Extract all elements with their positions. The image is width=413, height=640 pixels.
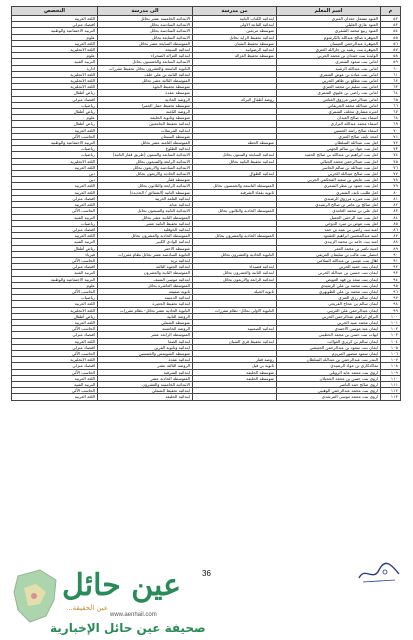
teacher-name: ايمان سالم رزق العنزي bbox=[277, 295, 381, 301]
teacher-name: امل صالح بن عامر بن صالح الرشيدي bbox=[277, 202, 381, 208]
to-school: متوسطة عقدة bbox=[98, 90, 193, 96]
from-school: متوسطة الحليفة bbox=[193, 369, 277, 375]
row-number: ٧٤ bbox=[381, 152, 401, 158]
teacher-name: امل بنت حمود بن مطر الشمري bbox=[277, 183, 381, 189]
specialty: رياضيات bbox=[12, 220, 98, 226]
to-school: الروضة الثالثة عشر bbox=[98, 363, 193, 369]
specialty: اللغة العربية bbox=[12, 127, 98, 133]
teacher-name: ايمان محمد عبيد الحربي bbox=[277, 319, 381, 325]
to-school: المتوسطة السابعة عشر بحائل bbox=[98, 40, 193, 46]
row-number: ٦٣ bbox=[381, 84, 401, 90]
teacher-name: اسماء محمد عبدالله البرازي bbox=[277, 121, 381, 127]
specialty: اللغة العربية bbox=[12, 338, 98, 344]
teacher-name: اروى صالح حمد الناصر bbox=[277, 381, 381, 387]
specialty: اللغة العربية bbox=[12, 40, 98, 46]
specialty: رياض أطفال bbox=[12, 245, 98, 251]
from-school: متوسطة تحفيظ الغزالة bbox=[193, 53, 277, 59]
specialty: اللغة الانجليزية bbox=[12, 78, 98, 84]
to-school: ابتدائية الثانية بن علي خلف bbox=[98, 71, 193, 77]
teacher-name: اماني عبدالله محمد الجريفاني bbox=[277, 102, 381, 108]
teacher-name: اهال بنت عيسى بن عبدالله السلامي bbox=[277, 257, 381, 263]
to-school: ابتدائية تحفيظ الجامعيين bbox=[98, 121, 193, 127]
teacher-name: امل بنت صالح عبدالله الحربي bbox=[277, 171, 381, 177]
teacher-name: اروى بنت محمد عايد الرويلي bbox=[277, 369, 381, 375]
from-school: ثانوية الحيلة bbox=[193, 288, 277, 294]
specialty: علوم bbox=[12, 34, 98, 40]
row-number: ٦٨ bbox=[381, 115, 401, 121]
teacher-name: امل بنت عبدالله السلطان bbox=[277, 140, 381, 146]
specialty: ادارة bbox=[12, 65, 98, 71]
to-school: متوسطة تحفيظ الجوة bbox=[98, 84, 193, 90]
teacher-name: اميره مشاري مخلف الشمري bbox=[277, 109, 381, 115]
watermark-subtitle: صحيفة عين حائل الإخبارية bbox=[50, 621, 206, 635]
specialty: فيزياء bbox=[12, 251, 98, 257]
teacher-name: امل علي بن محمد الغامدي bbox=[277, 208, 381, 214]
teacher-name: ايمان سعود منصور المريزم bbox=[277, 350, 381, 356]
row-number: ١٠٠ bbox=[381, 313, 401, 319]
teacher-name: امل بنت عواد بن سالم الجهني bbox=[277, 146, 381, 152]
specialty: التربية الفنية bbox=[12, 381, 98, 387]
specialty: رياض أطفال bbox=[12, 90, 98, 96]
row-number: ٧٩ bbox=[381, 183, 401, 189]
row-number: ٩٩ bbox=[381, 307, 401, 313]
teacher-name: اسماء صالح راشد الحسين bbox=[277, 127, 381, 133]
teacher-name: البندر بنت عبدالرحمن بن عبدالله السلطان bbox=[277, 357, 381, 363]
to-school: متوسطة الشملي bbox=[98, 319, 193, 325]
to-school: ابتدائية السيحة bbox=[98, 47, 193, 53]
specialty: التربية الفنية bbox=[12, 270, 98, 276]
from-school: ابتدائية الثانية والعشرون بحائل bbox=[193, 270, 277, 276]
to-school: متوسطة تحفيظ حمار الحمرا bbox=[98, 102, 193, 108]
teacher-name: اماني بنت عبدالله الرشيد bbox=[277, 65, 381, 71]
to-school: ابتدائية الشرقية bbox=[98, 369, 193, 375]
row-number: ١٠٣ bbox=[381, 332, 401, 338]
to-school: المتوسطة الثالثة عشر بحائل bbox=[98, 78, 193, 84]
teacher-name: ايمان عبد موسى الاحمدي bbox=[277, 326, 381, 332]
teacher-name: ايمان بنت محمد بن علي الظويهري bbox=[277, 288, 381, 294]
specialty: اقتصاد منزلي bbox=[12, 22, 98, 28]
row-number: ٨٧ bbox=[381, 233, 401, 239]
specialty: رياض أطفال bbox=[12, 313, 98, 319]
row-number: ٧٠ bbox=[381, 127, 401, 133]
to-school: الابتدائية السابعة والستون (طريق قفار الثانية) bbox=[98, 152, 193, 158]
teacher-name: امجد نايف صالح العنزي bbox=[277, 133, 381, 139]
from-school: روضة أطفال البركة bbox=[193, 96, 277, 102]
to-school: المتوسطة الثانية عشر بحائل bbox=[98, 214, 193, 220]
specialty: اللغة العربية bbox=[12, 301, 98, 307]
teacher-name: اماني بنت راضي بن عليوي الشمري bbox=[277, 90, 381, 96]
row-number: ١٠١ bbox=[381, 319, 401, 325]
teacher-name: امل طليب نايف الشمري bbox=[277, 189, 381, 195]
to-school: المتوسطة الرابعة عشر bbox=[98, 332, 193, 338]
teacher-name: امل بنت عبد الرحمن الجميل bbox=[277, 214, 381, 220]
teacher-name: ايمان بنت حميد الحربي bbox=[277, 264, 381, 270]
from-school: ابتدائية الرضوانية bbox=[193, 47, 277, 53]
to-school: متوسطة الاحفر bbox=[98, 245, 193, 251]
to-school: متوسطة الشويمس والخمسين bbox=[98, 350, 193, 356]
specialty: الحاسب الآلي bbox=[12, 208, 98, 214]
specialty: التربية الفنية bbox=[12, 239, 98, 245]
watermark-tagline: عين الحقيقة... bbox=[66, 604, 109, 612]
row-number: ٨٦ bbox=[381, 226, 401, 232]
specialty: اللغة العربية bbox=[12, 189, 98, 195]
to-school: ابتدائية تحفيظ الثانية عشر bbox=[98, 220, 193, 226]
specialty: اللغة الانجليزية bbox=[12, 47, 98, 53]
specialty: اللغة العربية bbox=[12, 375, 98, 381]
row-number: ٨٣ bbox=[381, 208, 401, 214]
specialty: التربية الاجتماعية والوطنية bbox=[12, 276, 98, 282]
row-number: ٦٥ bbox=[381, 96, 401, 102]
row-number: ٥٩ bbox=[381, 59, 401, 65]
from-school: ابتدائية الرابعة والاربعون بحائل bbox=[193, 276, 277, 282]
row-number: ٧٦ bbox=[381, 164, 401, 170]
to-school: المتوسطة الحادية عشر bbox=[98, 375, 193, 381]
row-number: ٩٥ bbox=[381, 282, 401, 288]
to-school: ابتدائية الغزالة الصحراء bbox=[98, 53, 193, 59]
teacher-name: اماني بنت عيادة بن عوض الشمري bbox=[277, 71, 381, 77]
to-school: المتوسطة العاشرة بحائل bbox=[98, 282, 193, 288]
from-school: متوسطة الحليفة bbox=[193, 375, 277, 381]
specialty: رياضيات bbox=[12, 146, 98, 152]
row-number: ١٠٤ bbox=[381, 338, 401, 344]
row-number: ٦٦ bbox=[381, 102, 401, 108]
specialty: الحاسب الآلي bbox=[12, 350, 98, 356]
row-number: ٨١ bbox=[381, 195, 401, 201]
table-header bbox=[12, 7, 401, 16]
specialty: اقتصاد منزلي bbox=[12, 226, 98, 232]
row-number: ٩١ bbox=[381, 257, 401, 263]
specialty: الحاسب الآلي bbox=[12, 133, 98, 139]
row-number: ٥٧ bbox=[381, 47, 401, 53]
to-school: الابتدائية السابعة والخمسون بحائل bbox=[98, 59, 193, 65]
watermark-title: عين حائل bbox=[62, 568, 181, 603]
roster-sheet bbox=[12, 6, 401, 401]
teacher-name: اماني بنت مطلع بن ظاهر الحربي bbox=[277, 78, 381, 84]
to-school: الثانوية السادسة عشر بحائل نظام مقررات bbox=[98, 251, 193, 257]
teacher-name: امل بنت ابراهيم بن عبدالله بن صالح الحميد bbox=[277, 152, 381, 158]
specialty: اللغة الانجليزية bbox=[12, 71, 98, 77]
row-number: ٥٢ bbox=[381, 16, 401, 22]
specialty: اللغة الانجليزية bbox=[12, 84, 98, 90]
to-school: الابتدائية الرابعة والسبعون بحائل bbox=[98, 158, 193, 164]
specialty: اقتصاد منزلي bbox=[12, 332, 98, 338]
specialty: رياض أطفال bbox=[12, 121, 98, 127]
to-school: ابتدائية موسى السيف bbox=[98, 276, 193, 282]
to-school: الثانوية التاسعة والعشرون بحائل تحفيظ مقررات bbox=[98, 65, 193, 71]
teacher-name: اروى بنت حسن بن محمد الحجيلان bbox=[277, 375, 381, 381]
row-number: ١٠٩ bbox=[381, 369, 401, 375]
specialty: اقتصاد منزلي bbox=[12, 195, 98, 201]
to-school: ابتدائية الدعيمة bbox=[98, 295, 193, 301]
to-school: ابتدائية القلعة الغربية bbox=[98, 195, 193, 201]
specialty: اللغة الانجليزية bbox=[12, 158, 98, 164]
teacher-name: اماني عبدالرحمن مرزوق الغنامي bbox=[277, 96, 381, 102]
teacher-name: اسماء بنت صالح العبدان bbox=[277, 115, 381, 121]
row-number: ٥٣ bbox=[381, 22, 401, 28]
from-school: متوسطة تحفيظ الشنان bbox=[193, 40, 277, 46]
from-school: متوسطة مربعين bbox=[193, 28, 277, 34]
specialty: اللغة العربية bbox=[12, 319, 98, 325]
specialty: اقتصاد منزلي bbox=[12, 96, 98, 102]
row-number: ٥٨ bbox=[381, 53, 401, 59]
to-school: المتوسطة الحادية والعشرون بحائل bbox=[98, 233, 193, 239]
teacher-name: تماكدكاري بن عواد الرشيدي bbox=[277, 363, 381, 369]
to-school: الروضة الحادية bbox=[98, 96, 193, 102]
teacher-name: الجوهرة بنت رشيد بن جارالله العنزي bbox=[277, 47, 381, 53]
header-specialty: التخصص bbox=[12, 7, 98, 16]
from-school: متوسطة الحطه bbox=[193, 140, 277, 146]
header-name: اسم المعلم bbox=[277, 7, 381, 16]
teacher-name: امنيه ناصر بن محمد العمر bbox=[277, 245, 381, 251]
from-school: ثانوية بقعاء الشرقية bbox=[193, 189, 277, 195]
row-number: ٩٨ bbox=[381, 301, 401, 307]
to-school: الابتدائية السابعة بحائل bbox=[98, 34, 193, 40]
to-school: الابتدائية السادسة بحائل bbox=[98, 28, 193, 34]
row-number: ٧٧ bbox=[381, 171, 401, 177]
teacher-name: امنه بنت حامد بن محمد الزبيدي bbox=[277, 239, 381, 245]
specialty: اقتصاد منزلي bbox=[12, 344, 98, 350]
to-school: ابتدائية الحوقلية bbox=[98, 226, 193, 232]
specialty: رياضيات bbox=[12, 152, 98, 158]
teacher-name: ايمان بنت سعد بن فهد العويض bbox=[277, 276, 381, 282]
row-number: ٦٧ bbox=[381, 109, 401, 115]
to-school: الروضة الثانية bbox=[98, 313, 193, 319]
row-number: ١١٠ bbox=[381, 375, 401, 381]
row-number: ٩٦ bbox=[381, 288, 401, 294]
table-row bbox=[12, 394, 401, 400]
specialty: اللغة الانجليزية bbox=[12, 307, 98, 313]
row-number: ٧٨ bbox=[381, 177, 401, 183]
row-number: ٩٣ bbox=[381, 270, 401, 276]
page-number: 36 bbox=[202, 569, 211, 578]
specialty: الحاسب الآلي bbox=[12, 388, 98, 394]
specialty: علوم bbox=[12, 53, 98, 59]
row-number: ٩٢ bbox=[381, 264, 401, 270]
teacher-name: امل بنت مبرزه مرزوق الرشيدي bbox=[277, 195, 381, 201]
teacher-name: الوليدة بنت حمدان بن محمد الحربي bbox=[277, 53, 381, 59]
specialty: اللغة العربية bbox=[12, 164, 98, 170]
map-logo-icon bbox=[10, 566, 62, 626]
specialty: اللغة العربية bbox=[12, 394, 98, 400]
to-school: ابتدائية ثربة bbox=[98, 257, 193, 263]
teacher-name: العنود ربيع محمد الشمري bbox=[277, 28, 381, 34]
to-school: ابتدائية وثانوية القرين bbox=[98, 344, 193, 350]
row-number: ٦٤ bbox=[381, 90, 401, 96]
from-school: المتوسطة الحادية والثلاثون بحائل bbox=[193, 208, 277, 214]
row-number: ١١١ bbox=[381, 381, 401, 387]
row-number: ٨٨ bbox=[381, 239, 401, 245]
from-school: ابتدائية الصعيبيه bbox=[193, 326, 277, 332]
header-row bbox=[12, 7, 401, 16]
specialty: علوم bbox=[12, 282, 98, 288]
row-number: ١٠٧ bbox=[381, 357, 401, 363]
from-school: ابتدائية فصيداء bbox=[193, 264, 277, 270]
to-school: ابتدائية عدله bbox=[98, 202, 193, 208]
specialty: اقتصاد منزلي bbox=[12, 264, 98, 270]
to-school: الابتدائية الخامسة والعشرون bbox=[98, 381, 193, 387]
from-school: ابتدائية الكتاب الثانية bbox=[193, 16, 277, 22]
from-school: المتوسطة الحادية والعشرون بحائل bbox=[193, 233, 277, 239]
from-school: ابتدائية تحفيظ الثانية بحائل bbox=[193, 158, 277, 164]
teacher-name: امل بنت عبدالرحمن محمد الجبالي bbox=[277, 158, 381, 164]
specialty: اقتصاد منزلي bbox=[12, 363, 98, 369]
to-school: الابتدائية الثانية والسبعون بحائل bbox=[98, 208, 193, 214]
from-school: ابتدائية القاعد الاولى bbox=[193, 22, 277, 28]
row-number: ١٠٦ bbox=[381, 350, 401, 356]
header-no: م bbox=[381, 7, 401, 16]
teacher-name: امل بنت عوض بن مبرد الدوخي bbox=[277, 220, 381, 226]
teacher-name: ايمان بنت محمد بن علي الرشيدي bbox=[277, 282, 381, 288]
to-school: المتوسطة الثامنة عشر بحائل bbox=[98, 140, 193, 146]
to-school: ابتدائية الجثوة الثالثة bbox=[98, 264, 193, 270]
teacher-name: اروى بنت محمد موسى المرشدي bbox=[277, 394, 381, 400]
row-number: ٨٢ bbox=[381, 202, 401, 208]
row-number: ٧٢ bbox=[381, 140, 401, 146]
header-to-school: الى مدرسة bbox=[98, 7, 193, 16]
from-school: ابتدائية الطوال bbox=[193, 171, 277, 177]
from-school: ابتدائية تحفيظ قرى الشنان bbox=[193, 338, 277, 344]
to-school: ابتدائية الوادي الكبير bbox=[98, 239, 193, 245]
teacher-name: امنه عبدالمحسن ابراهيم العقعود bbox=[277, 233, 381, 239]
to-school: ابتدائية الحليفة bbox=[98, 394, 193, 400]
watermark-url: www.aenhail.com bbox=[110, 612, 157, 618]
specialty: اللغة الانجليزية bbox=[12, 357, 98, 363]
row-number: ٧٣ bbox=[381, 146, 401, 152]
teacher-name: اماني بنت سعود الشمري bbox=[277, 59, 381, 65]
teacher-name: ايمان سالم بن كريري الغوالث bbox=[277, 338, 381, 344]
teacher-name: امل بنت عبدالله بن سالم الجاسر bbox=[277, 164, 381, 170]
row-number: ٨٠ bbox=[381, 189, 401, 195]
to-school: الثانوية الحادية عشر بحائل- نظام مقررات bbox=[98, 307, 193, 313]
specialty: اللغة العربية bbox=[12, 233, 98, 239]
row-number: ٧٥ bbox=[381, 158, 401, 164]
to-school: متوسطة وثانوية الحليفة bbox=[98, 115, 193, 121]
row-number: ١٠٢ bbox=[381, 326, 401, 332]
teacher-name: البراق ابراهيم عبدالرحمن الحربي bbox=[277, 313, 381, 319]
to-school: الروضة الخامسة bbox=[98, 326, 193, 332]
row-number: ٧١ bbox=[381, 133, 401, 139]
teacher-name: ايمان عبدالرحمن علي الغريبي bbox=[277, 307, 381, 313]
from-school: ابتدائية السابعة والستون بحائل bbox=[193, 152, 277, 158]
teacher-name: انتصار بنت غالب بن سليمان العريفي bbox=[277, 251, 381, 257]
from-school: روضة قفار bbox=[193, 357, 277, 363]
to-school: الابتدائية السادسة والاربعون بحائل bbox=[98, 164, 193, 170]
teacher-name: الجوهرة عبدالرحمن العيسان bbox=[277, 40, 381, 46]
teacher-name: ايهاب بنت حسن بن محمد الحطيبي bbox=[277, 332, 381, 338]
from-school: ثانوية بن قيل bbox=[193, 363, 277, 369]
row-number: ٦١ bbox=[381, 71, 401, 77]
to-school: متوسطة قفار bbox=[98, 177, 193, 183]
transfer-table bbox=[11, 6, 401, 401]
row-number: ٥٤ bbox=[381, 28, 401, 34]
row-number: ١١٢ bbox=[381, 388, 401, 394]
specialty: دين bbox=[12, 171, 98, 177]
teacher-name: ايمان سالم بن عجاج الفريجي bbox=[277, 301, 381, 307]
from-school: المتوسطة التاسعة والخمسون بحائل bbox=[193, 183, 277, 189]
watermark bbox=[10, 566, 210, 638]
teacher-name: اروى بنت محمد عبدالرحمن الوهيبي bbox=[277, 388, 381, 394]
to-school: الابتدائية الخامسة عشر بحائل bbox=[98, 16, 193, 22]
to-school: ابتدائية المرسلات bbox=[98, 127, 193, 133]
specialty: التربية الفنية bbox=[12, 214, 98, 220]
to-school: الابتدائية السادسة بحائل bbox=[98, 22, 193, 28]
row-number: ٦٢ bbox=[381, 78, 401, 84]
row-number: ١٠٥ bbox=[381, 344, 401, 350]
row-number: ٩٧ bbox=[381, 295, 401, 301]
to-school: ابتدائية عقدة bbox=[98, 357, 193, 363]
specialty: التربية الاجتماعية والوطنية bbox=[12, 28, 98, 34]
from-school: ابتدائية تحفيظ الزايد بحائل bbox=[193, 34, 277, 40]
teacher-name: ايمان بنت سعود بن عبدالرحمن الحبيشي bbox=[277, 344, 381, 350]
to-school: متوسطة الثانية (الشقائق / الجديدة) bbox=[98, 189, 193, 195]
specialty: اللغة العربية bbox=[12, 183, 98, 189]
row-number: ١٠٨ bbox=[381, 363, 401, 369]
to-school: متوسطة السبعان bbox=[98, 133, 193, 139]
row-number: ٩٠ bbox=[381, 251, 401, 257]
row-number: ٥٦ bbox=[381, 40, 401, 46]
teacher-name: العنود مشعل جعدان العنزي bbox=[277, 16, 381, 22]
header-from-school: من مدرسة bbox=[193, 7, 277, 16]
row-number: ٥٥ bbox=[381, 34, 401, 40]
specialty: رياضيات bbox=[12, 102, 98, 108]
specialty: رياض أطفال bbox=[12, 109, 98, 115]
specialty: الحاسب الآلي bbox=[12, 369, 98, 375]
teacher-name: ايمان بنت حسين بن عبدالله الحربي bbox=[277, 270, 381, 276]
from-school: الثانوية الاولى بحائل- نظام مقررات bbox=[193, 307, 277, 313]
specialty: علوم bbox=[12, 115, 98, 121]
to-school: ابتدائية تحفيظ الشملي bbox=[98, 388, 193, 394]
to-school: ابتدائية الصفا bbox=[98, 338, 193, 344]
specialty: التربية الاجتماعية والوطنية bbox=[12, 140, 98, 146]
teacher-name: الجوهرة صالح عبدالله بالكرشوم bbox=[277, 34, 381, 40]
to-school: الابتدائية الحادية والاربعون بحائل bbox=[98, 171, 193, 177]
row-number: ٦٠ bbox=[381, 65, 401, 71]
to-school: ابتدائية الطلوع bbox=[98, 146, 193, 152]
specialty: التربية الفنية bbox=[12, 59, 98, 65]
specialty: دين bbox=[12, 177, 98, 183]
specialty: اللغة العربية bbox=[12, 16, 98, 22]
row-number: ٨٤ bbox=[381, 214, 401, 220]
row-number: ٦٩ bbox=[381, 121, 401, 127]
specialty: الحاسب الآلي bbox=[12, 257, 98, 263]
to-school: الروضة الثامنة bbox=[98, 109, 193, 115]
teacher-name: امنه بنت راضي بن عبيد بن حمد bbox=[277, 226, 381, 232]
to-school: ثانوية صفيعه bbox=[98, 288, 193, 294]
specialty: اللغة العربية bbox=[12, 202, 98, 208]
teacher-name: اماني بنت سليم بن محمد العنزي bbox=[277, 84, 381, 90]
specialty: الحاسب الآلي bbox=[12, 288, 98, 294]
teacher-name: العنود عازي العليلي bbox=[277, 22, 381, 28]
row-number: ٩٤ bbox=[381, 276, 401, 282]
from-school bbox=[193, 394, 277, 400]
table-body bbox=[12, 16, 401, 401]
row-number: ١١٣ bbox=[381, 394, 401, 400]
teacher-name: امل بنت عايض بن سعيد المحكمي الحربي bbox=[277, 177, 381, 183]
handwritten-signature-stamp bbox=[355, 560, 403, 586]
to-school: المتوسطة الثانية والعشرون bbox=[98, 270, 193, 276]
to-school: ابتدائية تحفيظ الجعيرة bbox=[98, 301, 193, 307]
to-school: الابتدائية الرابعة والثلاثون بحائل bbox=[98, 183, 193, 189]
specialty: رياضيات bbox=[12, 295, 98, 301]
row-number: ٨٩ bbox=[381, 245, 401, 251]
from-school: الثانوية الحادية والعشرون بحائل bbox=[193, 251, 277, 257]
specialty: الحاسب الآلي bbox=[12, 326, 98, 332]
row-number: ٨٥ bbox=[381, 220, 401, 226]
